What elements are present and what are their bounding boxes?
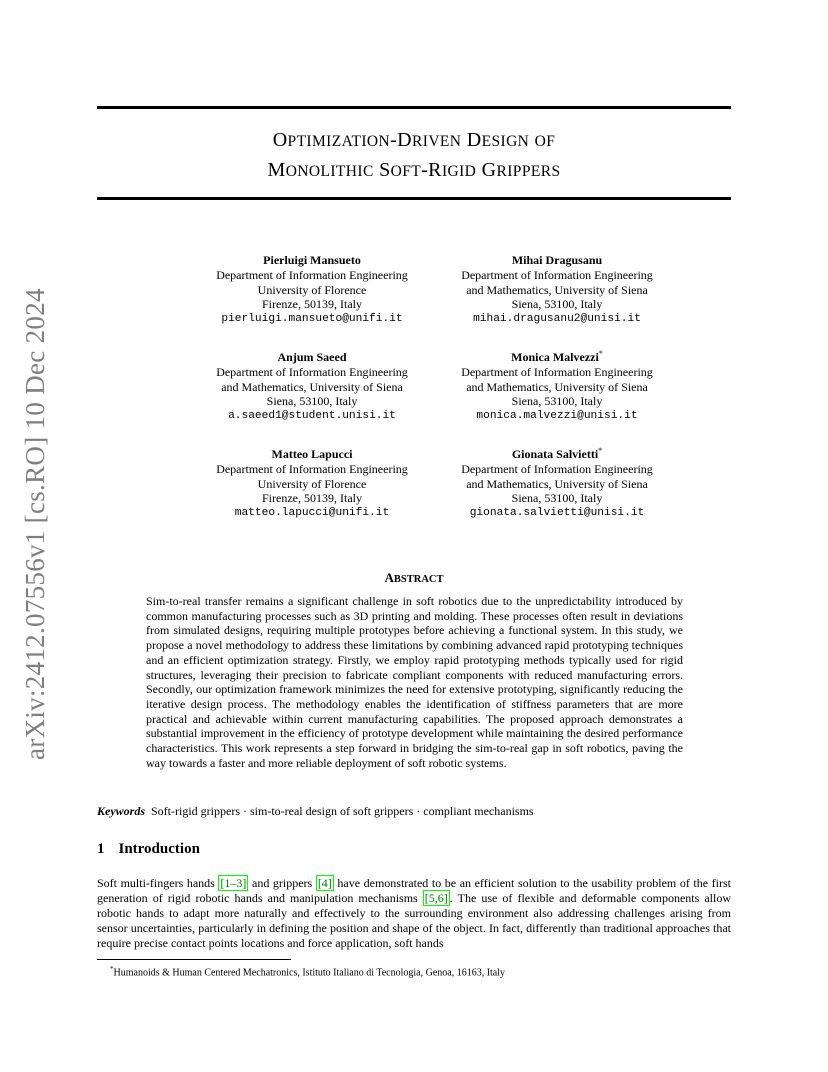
author-email[interactable]: pierluigi.mansueto@unifi.it [221, 313, 403, 326]
title-top-rule [97, 106, 731, 109]
title-smallcaps: OF [534, 133, 556, 150]
title-capital: -D [390, 129, 413, 151]
author-email[interactable]: matteo.lapucci@unifi.it [234, 507, 390, 520]
author-affiliation: and Mathematics, University of Siena [221, 379, 403, 394]
title-capital: G [476, 159, 497, 181]
author-address: Siena, 53100, Italy [511, 491, 603, 506]
title-smallcaps: PTIMIZATION [287, 133, 391, 150]
author-affiliation: University of Florence [257, 282, 367, 297]
author-affiliation: and Mathematics, University of Siena [466, 476, 648, 491]
citation-link[interactable]: [5,6] [424, 891, 448, 905]
author-address: Siena, 53100, Italy [511, 394, 603, 409]
title-smallcaps: RIVEN [412, 133, 462, 150]
author-affiliation: and Mathematics, University of Siena [466, 282, 648, 297]
footnote-rule [97, 959, 291, 960]
author-block [407, 347, 707, 424]
author-affiliation: Department of Information Engineering [216, 267, 408, 282]
title-capital: -R [421, 159, 442, 181]
author-address: Siena, 53100, Italy [266, 394, 358, 409]
citation-link[interactable]: [4] [317, 876, 332, 890]
title-bottom-rule [97, 197, 731, 200]
author-affiliation: Department of Information Engineering [461, 461, 653, 476]
author-email[interactable]: a.saeed1@student.unisi.it [228, 410, 396, 423]
title-smallcaps: ESIGN [481, 133, 530, 150]
author-address: Siena, 53100, Italy [511, 297, 603, 312]
author-affiliation: and Mathematics, University of Siena [466, 379, 648, 394]
author-affiliation: Department of Information Engineering [216, 461, 408, 476]
section-heading [97, 841, 200, 858]
author-affiliation: Department of Information Engineering [461, 267, 653, 282]
author-name: Gionata Salvietti* [511, 446, 603, 461]
keywords-text: Soft-rigid grippers · sim-to-real design of soft grippers · compliant mechanisms [151, 804, 534, 818]
keywords-label: Keywords [97, 804, 145, 818]
citation-link[interactable]: [1–3] [220, 876, 247, 890]
title-smallcaps: IGID [441, 163, 477, 180]
title-capital: D [461, 129, 482, 151]
title-line [97, 126, 731, 156]
section-title: Introduction [118, 841, 200, 857]
author-name: Anjum Saeed [277, 350, 347, 364]
author-email[interactable]: mihai.dragusanu2@unisi.it [473, 313, 641, 326]
introduction-paragraph: Soft multi-fingers hands [1–3] and grippers [4] have demonstrated to be an efficient solution to the usability problem of the first generation of rigid robotic hands and manipulation mechanisms [5,6] . The use of flexible and deformable components allow robotic hands to adapt more naturally and effectively to the surrounding environment also addressing challenges arising from sensor uncertainties, particularly in defining the position and shape of the object. In fact, differently than traditional approaches that require precise contact points locations and force application, soft hands [97, 876, 731, 950]
author-email[interactable]: gionata.salvietti@unisi.it [469, 507, 645, 520]
footnote: *Humanoids & Human Centered Mechatronics, Istituto Italiano di Tecnologia, Genoa, 16163, Italy [110, 965, 506, 979]
abstract-heading: ABSTRACT [384, 570, 444, 585]
author-address: Firenze, 50139, Italy [262, 491, 362, 506]
author-name: Monica Malvezzi* [511, 349, 603, 364]
author-name: Matteo Lapucci [271, 447, 353, 461]
author-block [407, 250, 707, 327]
title-capital: S [373, 159, 391, 181]
author-affiliation: Department of Information Engineering [461, 364, 653, 379]
title-line [97, 156, 731, 186]
title-smallcaps: RIPPERS [496, 163, 561, 180]
author-name: Pierluigi Mansueto [263, 253, 361, 267]
section-number: 1 [97, 841, 105, 857]
paper-title [97, 126, 731, 186]
title-smallcaps: OFT [390, 163, 422, 180]
abstract-body: Sim-to-real transfer remains a significant challenge in soft robotics due to the unpredictability introduced by common manufacturing processes such as 3D printing and molding. These processes often result in deviations from simulated designs, requiring multiple prototypes before achieving a functional system. In this study, we propose a novel methodology to address these limitations by combining advanced rapid prototyping techniques and an efficient optimization strategy. Firstly, we employ rapid prototyping methods typically used for rigid structures, leveraging their precision to fabricate compliant components with reduced manufacturing errors. Secondly, our optimization framework minimizes the need for extensive prototyping, significantly reducing the iterative design process. The methodology enables the identification of stiffness parameters that are more practical and achievable within current manufacturing capabilities. The proposed approach demonstrates a substantial improvement in the efficiency of prototype development while maintaining the desired performance characteristics. This work represents a step forward in bridging the sim-to-real gap in soft robotics, paving the way towards a faster and more reliable deployment of soft robotic systems. [146, 594, 683, 770]
author-name: Mihai Dragusanu [511, 253, 603, 267]
keywords-line [97, 804, 731, 819]
author-affiliation: Department of Information Engineering [216, 364, 408, 379]
author-address: Firenze, 50139, Italy [262, 297, 362, 312]
title-smallcaps: ONOLITHIC [285, 163, 374, 180]
author-block [407, 444, 707, 521]
author-email[interactable]: monica.malvezzi@unisi.it [476, 410, 638, 423]
author-affiliation: University of Florence [257, 476, 367, 491]
title-capital: M [267, 159, 286, 181]
arxiv-identifier: arXiv:2412.07556v1 [cs.RO] 10 Dec 2024 [20, 288, 50, 760]
title-capital: O [272, 129, 288, 151]
